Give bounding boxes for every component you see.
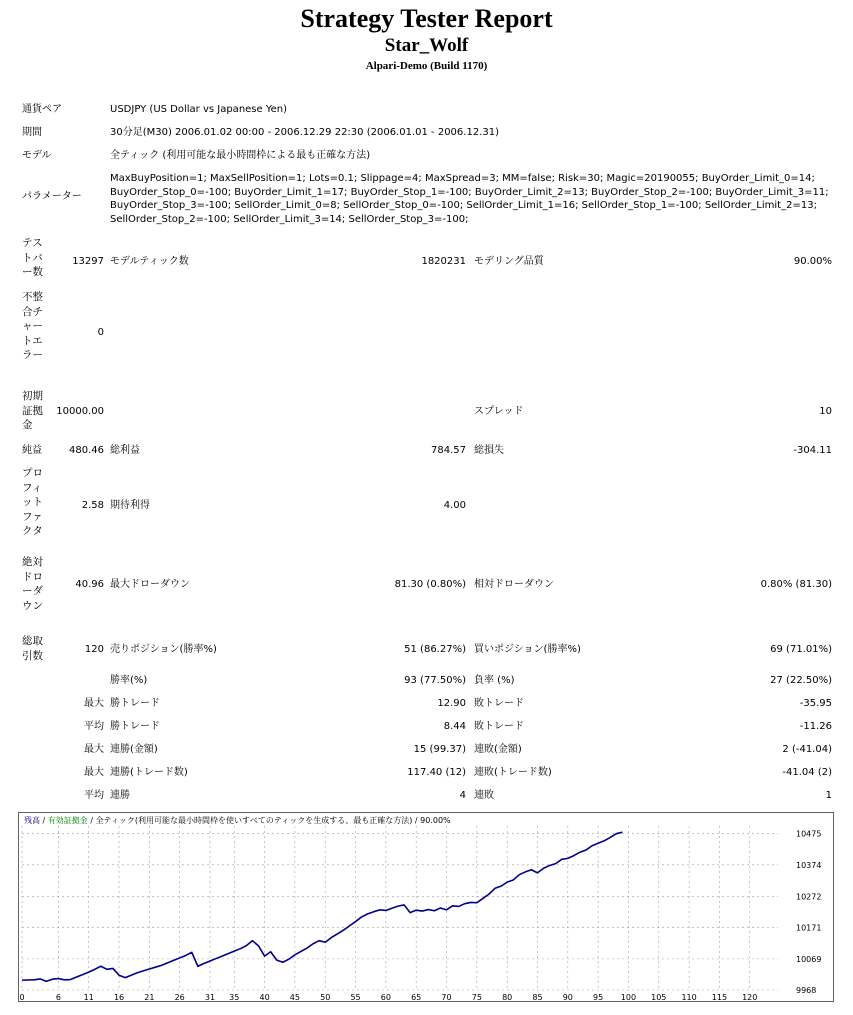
x-tick-label: 65	[411, 993, 422, 1002]
x-tick-label: 21	[144, 993, 155, 1002]
spread-value: 10	[819, 406, 832, 417]
avg-win-label: 勝トレード	[110, 721, 160, 732]
symbol-label: 通貨ペア	[22, 104, 62, 115]
x-tick-label: 85	[532, 993, 543, 1002]
gross-loss-label: 総損失	[474, 445, 504, 456]
long-positions-value: 69 (71.01%)	[770, 644, 832, 655]
short-positions-value: 51 (86.27%)	[404, 644, 466, 655]
loss-pct-label: 負率 (%)	[474, 675, 515, 686]
x-tick-label: 55	[350, 993, 361, 1002]
symbol-value: USDJPY (US Dollar vs Japanese Yen)	[110, 104, 288, 115]
abs-drawdown-label: 絶対ドローダウン	[22, 556, 43, 612]
expected-payoff-label: 期待利得	[110, 500, 150, 511]
avg-loss-value: -11.26	[799, 721, 832, 732]
max-cons-loss-value: -41.04 (2)	[782, 767, 832, 778]
chart-frame	[19, 813, 834, 1002]
max-cons-loss-label: 連敗(トレード数)	[474, 767, 552, 778]
expert-name: Star_Wolf	[384, 35, 469, 56]
max-cons-losses-value: 2 (-41.04)	[782, 744, 832, 755]
y-tick-label: 10171	[796, 923, 822, 933]
x-tick-label: 40	[259, 993, 270, 1002]
caption-balance: 残高	[24, 816, 40, 825]
x-tick-label: 100	[620, 993, 637, 1002]
x-tick-label: 75	[471, 993, 482, 1002]
x-tick-label: 35	[229, 993, 240, 1002]
x-tick-label: 16	[113, 993, 125, 1002]
largest-loss-value: -35.95	[799, 698, 832, 709]
mismatch-value: 0	[97, 327, 104, 338]
x-tick-label: 0	[19, 993, 25, 1002]
mismatch-label: 不整合チャートエラー	[22, 291, 43, 361]
largest-loss-label: 敗トレード	[474, 698, 524, 709]
balance-chart	[18, 812, 834, 1002]
max-drawdown-value: 81.30 (0.80%)	[394, 579, 466, 590]
rel-drawdown-label: 相対ドローダウン	[474, 579, 554, 590]
x-tick-label: 26	[174, 993, 185, 1002]
loss-pct-value: 27 (22.50%)	[770, 675, 832, 686]
caption-equity: 有効証拠金	[47, 816, 88, 825]
quality-label: モデリング品質	[474, 256, 544, 267]
y-tick-label: 10069	[796, 954, 822, 964]
bars-label: テストバー数	[22, 237, 43, 278]
total-trades-value: 120	[84, 644, 104, 655]
max-cons-profit-value: 117.40 (12)	[407, 767, 466, 778]
avg-cons-wins-value: 4	[459, 790, 466, 801]
server-build: Alpari-Demo (Build 1170)	[365, 60, 488, 72]
max-cons-profit-label: 連勝(トレード数)	[110, 767, 188, 778]
ticks-value: 1820231	[421, 256, 466, 267]
gross-profit-value: 784.57	[431, 445, 466, 456]
x-tick-label: 80	[502, 993, 513, 1002]
report-title: Strategy Tester Report	[300, 4, 553, 33]
x-tick-label: 11	[83, 993, 94, 1002]
period-label: 期間	[22, 127, 42, 138]
y-tick-label: 10475	[796, 829, 822, 839]
x-tick-label: 115	[711, 993, 728, 1002]
profit-factor-label: プロフィットファクタ	[22, 467, 43, 537]
avg-cons-losses-label: 連敗	[474, 790, 494, 801]
max-cons-wins-label: 連勝(金額)	[110, 744, 158, 755]
total-trades-label: 総取引数	[22, 635, 43, 662]
long-positions-label: 買いポジション(勝率%)	[474, 644, 581, 655]
balance-chart-svg	[18, 812, 834, 1002]
chart-caption	[24, 815, 451, 825]
x-tick-label: 105	[651, 993, 667, 1002]
x-tick-label: 6	[55, 993, 61, 1002]
win-pct-label: 勝率(%)	[110, 675, 148, 686]
x-tick-label: 120	[742, 993, 758, 1002]
x-tick-label: 45	[289, 993, 300, 1002]
caption-sep: /	[40, 816, 48, 825]
quality-value: 90.00%	[793, 256, 832, 267]
x-tick-label: 31	[204, 993, 216, 1002]
max-cons-prefix: 最大	[84, 744, 104, 755]
avg-cons-prefix: 平均	[84, 790, 104, 801]
deposit-value: 10000.00	[56, 406, 104, 417]
max-cons-wins-value: 15 (99.37)	[413, 744, 466, 755]
y-tick-label: 9968	[796, 986, 817, 995]
largest-win-value: 12.90	[437, 698, 466, 709]
x-tick-label: 90	[562, 993, 573, 1002]
average-prefix: 平均	[84, 721, 104, 732]
model-value: 全ティック (利用可能な最小時間枠による最も正確な方法)	[110, 150, 371, 161]
largest-prefix: 最大	[84, 698, 104, 709]
x-tick-label: 110	[681, 993, 697, 1002]
y-tick-label: 10272	[796, 892, 822, 902]
max-cons2-prefix: 最大	[84, 767, 104, 778]
x-tick-label: 60	[380, 993, 391, 1002]
ticks-label: モデルティック数	[110, 256, 189, 267]
bars-value: 13297	[72, 256, 104, 267]
rel-drawdown-value: 0.80% (81.30)	[760, 579, 832, 590]
x-tick-label: 95	[593, 993, 604, 1002]
short-positions-label: 売りポジション(勝率%)	[110, 644, 217, 655]
max-drawdown-label: 最大ドローダウン	[110, 579, 190, 590]
gross-profit-label: 総利益	[110, 445, 140, 456]
profit-factor-value: 2.58	[81, 500, 104, 511]
x-tick-label: 70	[441, 993, 452, 1002]
expected-payoff-value: 4.00	[443, 500, 466, 511]
spread-label: スプレッド	[474, 406, 524, 417]
gross-loss-value: -304.11	[793, 445, 832, 456]
params-value: MaxBuyPosition=1; MaxSellPosition=1; Lots=0.1; Slippage=4; MaxSpread=3; MM=false; Risk=30; Magic=20190055; BuyOrder_Limit_0=14; BuyOrder_Stop_0=-100; BuyOrder_Limit_1=17; BuyOrder_Stop_1=-100; BuyOrder_Limit_2=13; BuyOrder_Stop_2=-100; BuyOrder_Limit_3=11; BuyOrder_Stop_3=-100; SellOrder_Limit_0=8; SellOrder_Stop_0=-100; SellOrder_Limit_1=16; SellOrder_Stop_1=-100; SellOrder_Limit_2=13; SellOrder_Stop_2=-100; SellOrder_Limit_3=14; SellOrder_Stop_3=-100;	[110, 173, 829, 225]
win-pct-value: 93 (77.50%)	[404, 675, 466, 686]
y-tick-label: 10374	[796, 860, 822, 870]
avg-win-value: 8.44	[443, 721, 466, 732]
caption-rest: / 全ティック(利用可能な最小時間枠を使いすべてのティックを生成する、最も正確な方法) / 90.00%	[87, 816, 451, 825]
params-label: パラメーター	[22, 191, 82, 202]
model-label: モデル	[22, 150, 52, 161]
net-label: 純益	[22, 445, 42, 456]
abs-drawdown-value: 40.96	[75, 579, 104, 590]
avg-loss-label: 敗トレード	[474, 721, 524, 732]
deposit-label: 初期証拠金	[22, 390, 43, 431]
largest-win-label: 勝トレード	[110, 698, 160, 709]
period-value: 30分足(M30) 2006.01.02 00:00 - 2006.12.29 22:30 (2006.01.01 - 2006.12.31)	[110, 127, 499, 138]
x-tick-label: 50	[320, 993, 331, 1002]
max-cons-losses-label: 連敗(金額)	[474, 744, 522, 755]
avg-cons-wins-label: 連勝	[110, 790, 130, 801]
net-value: 480.46	[69, 445, 104, 456]
avg-cons-losses-value: 1	[825, 790, 832, 801]
